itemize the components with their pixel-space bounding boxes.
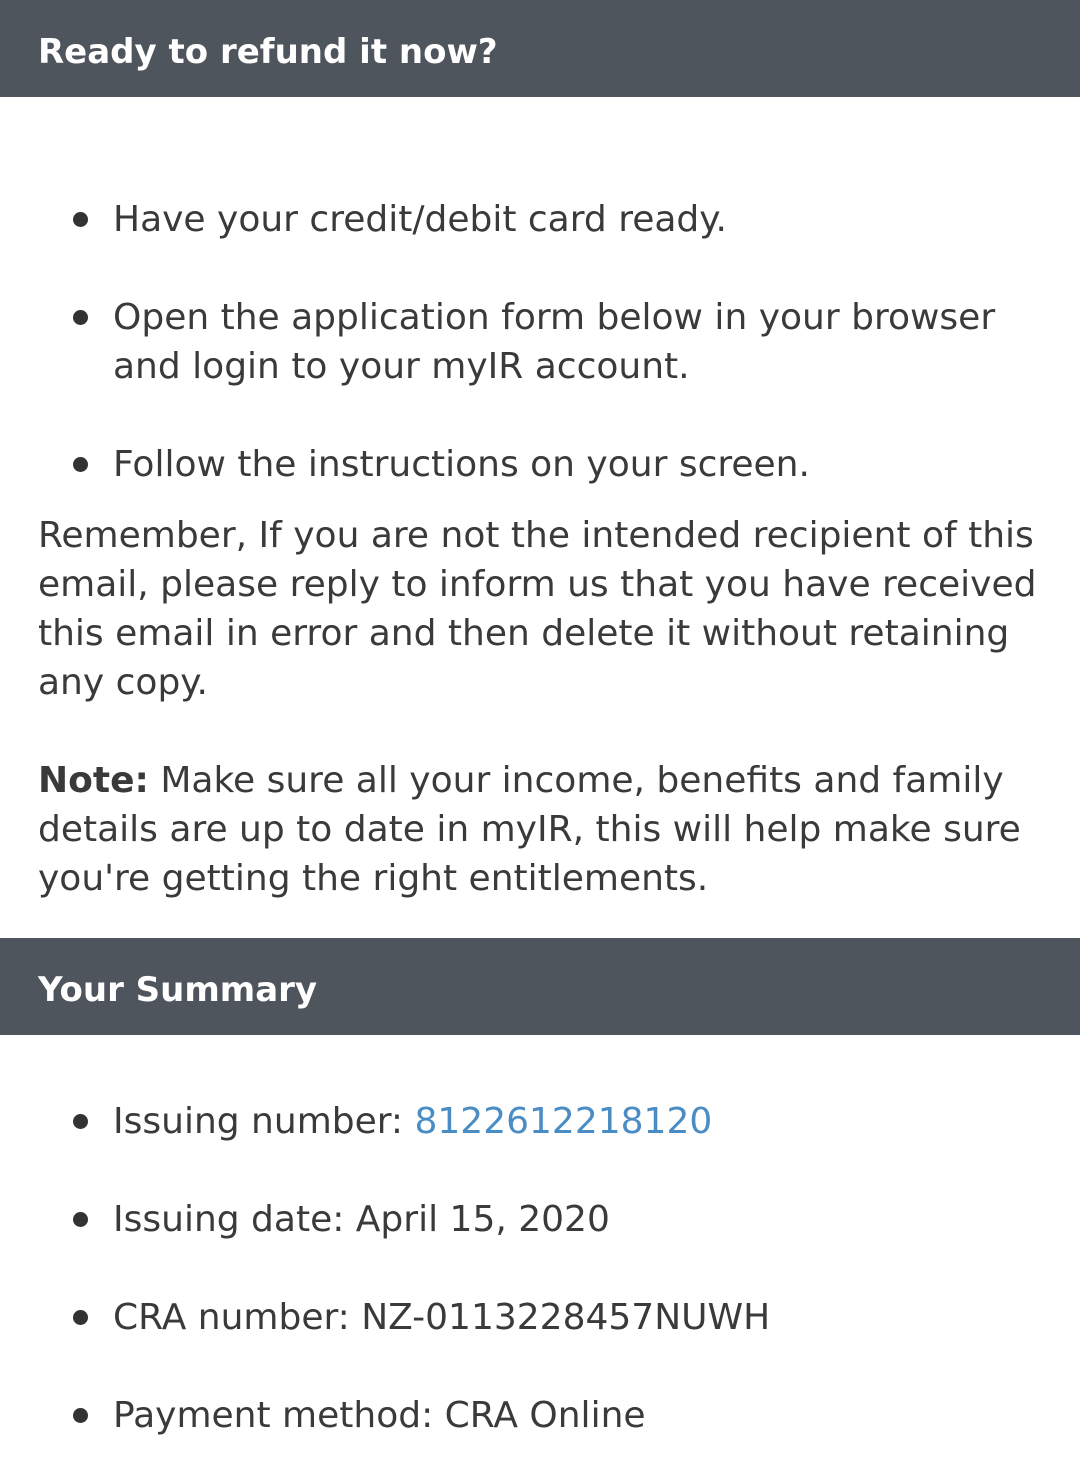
section-header-ready bbox=[0, 0, 1080, 97]
issuing-number-link[interactable]: 8122612218120 bbox=[414, 1101, 713, 1142]
bullet-icon bbox=[73, 457, 88, 472]
bullet-icon bbox=[73, 1114, 88, 1129]
note-paragraph bbox=[38, 756, 1048, 903]
issuing-date-row: Issuing date: April 15, 2020 bbox=[113, 1199, 610, 1240]
bullet-icon bbox=[73, 310, 88, 325]
payment-method-row: Payment method: CRA Online bbox=[113, 1395, 646, 1436]
issuing-number-label: Issuing number: bbox=[113, 1101, 415, 1142]
section-title-ready: Ready to refund it now? bbox=[38, 32, 498, 72]
section-title-summary: Your Summary bbox=[38, 970, 318, 1010]
bullet-text-follow: Follow the instructions on your screen. bbox=[113, 444, 810, 485]
bullet-icon bbox=[73, 212, 88, 227]
issuing-number-row bbox=[113, 1097, 1058, 1146]
bullet-icon bbox=[73, 1310, 88, 1325]
bullet-text-card: Have your credit/debit card ready. bbox=[113, 199, 727, 240]
note-text: Make sure all your income, benefits and family details are up to date in myIR, this will help make sure you're getting the right entitlements. bbox=[38, 760, 1021, 899]
bullet-text-open-form: Open the application form below in your browser and login to your myIR account. bbox=[113, 297, 996, 387]
cra-number-row: CRA number: NZ-0113228457NUWH bbox=[113, 1297, 771, 1338]
bullet-icon bbox=[73, 1408, 88, 1423]
remember-paragraph: Remember, If you are not the intended recipient of this email, please reply to inform us that you have received this email in error and then delete it without retaining any copy. bbox=[38, 515, 1037, 703]
bullet-icon bbox=[73, 1212, 88, 1227]
note-label: Note: bbox=[38, 760, 149, 801]
section-header-summary bbox=[0, 938, 1080, 1035]
